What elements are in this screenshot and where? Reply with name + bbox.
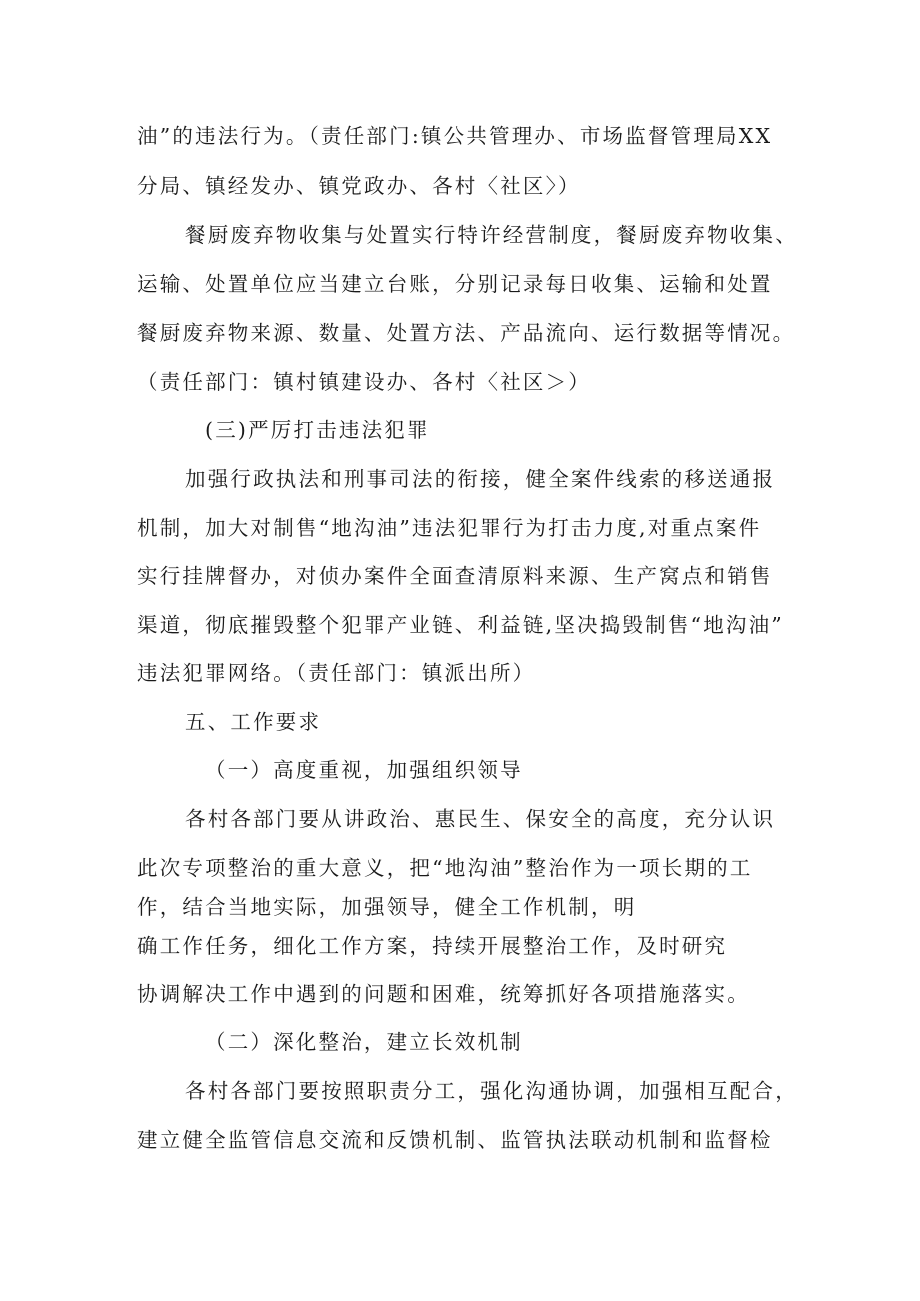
paragraph-line: 餐厨废弃物来源、数量、处置方法、产品流向、运行数据等情况。 [137,321,796,345]
section-heading: （一）高度重视，加强组织领导 [205,758,523,782]
paragraph-line: 此次专项整治的重大意义，把“地沟油”整治作为一项长期的工 [137,856,753,880]
paragraph-line: 作，结合当地实际，加强领导，健全工作机制，明 [137,895,637,919]
section-heading: （二）深化整治，建立长效机制 [205,1030,523,1054]
paragraph-line: 加强行政执法和刑事司法的衔接，健全案件线索的移送通报 [185,467,776,491]
section-heading: (三)严厉打击违法犯罪 [205,418,430,442]
paragraph-line: 各村各部门要按照职责分工，强化沟通协调，加强相互配合， [185,1079,798,1103]
paragraph-line: 各村各部门要从讲政治、惠民生、保安全的高度，充分认识 [185,807,776,831]
paragraph-line: 机制，加大对制售“地沟油”违法犯罪行为打击力度,对重点案件 [137,516,762,540]
paragraph-line: 建立健全监管信息交流和反馈机制、监管执法联动机制和监督检 [137,1128,773,1152]
paragraph-line: 协调解决工作中遇到的问题和困难，统筹抓好各项措施落实。 [137,982,750,1006]
paragraph-line: （责任部门：镇村镇建设办、各村〈社区＞） [137,370,591,394]
paragraph-line: 油”的违法行为。（责任部门:镇公共管理办、市场监督管理局XX [137,124,773,148]
paragraph-line: 违法犯罪网络。（责任部门：镇派出所） [137,661,536,685]
paragraph-line: 渠道，彻底摧毁整个犯罪产业链、利益链,坚决捣毁制售“地沟油” [137,613,784,637]
paragraph-line: 餐厨废弃物收集与处置实行特许经营制度，餐厨废弃物收集、 [185,223,798,247]
paragraph-line: 分局、镇经发办、镇党政办、各村〈社区〉） [137,174,581,198]
paragraph-line: 运输、处置单位应当建立台账，分别记录每日收集、运输和处置 [137,272,773,296]
section-heading: 五、工作要求 [185,710,322,734]
paragraph-line: 实行挂牌督办，对侦办案件全面查清原料来源、生产窝点和销售 [137,564,773,588]
paragraph-line: 确工作任务，细化工作方案，持续开展整治工作，及时研究 [137,934,728,958]
